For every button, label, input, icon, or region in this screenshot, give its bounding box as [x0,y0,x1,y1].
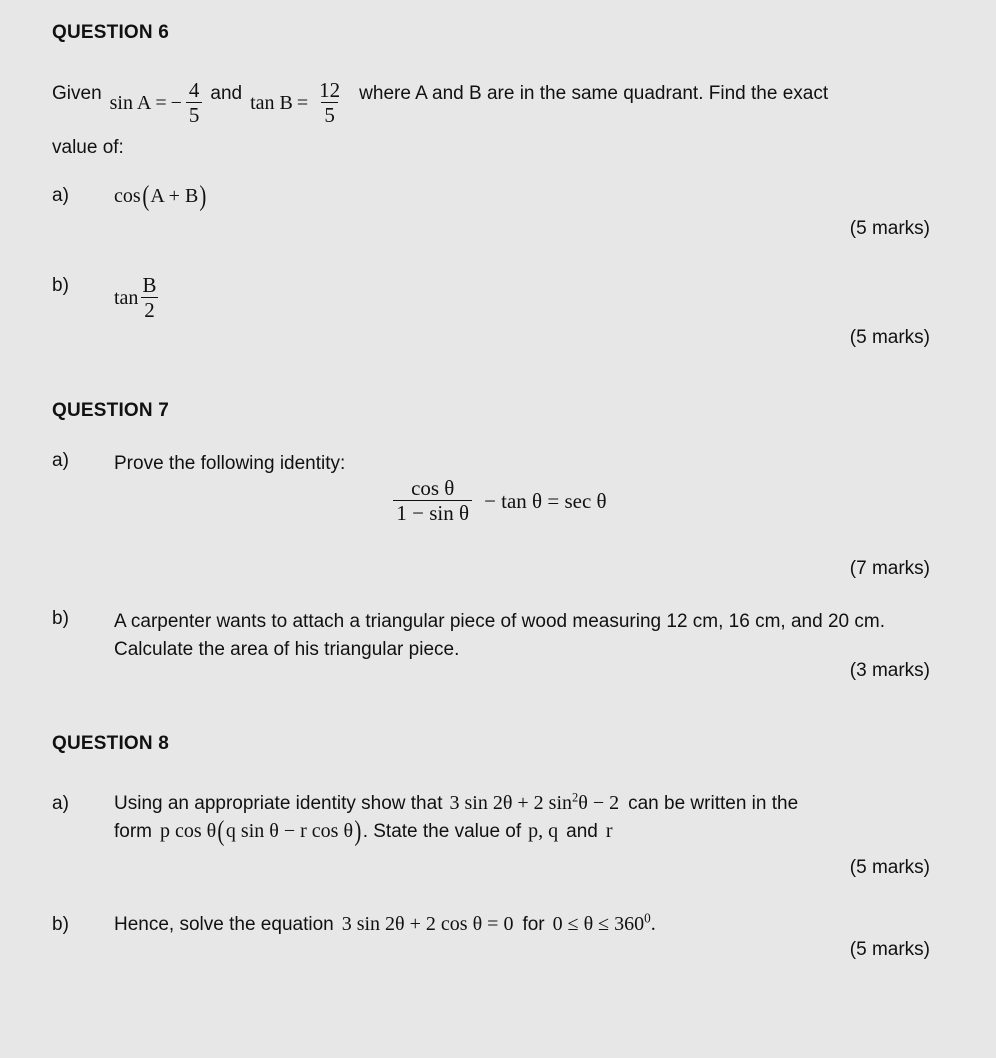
stem-sin-a-expression [110,80,207,127]
fraction-numerator: 12 [319,78,341,102]
cos-argument: A + B [150,185,199,207]
marks-q6b: (5 marks) [849,327,930,348]
can-be-written-text: can be written in the [628,793,799,814]
range-period: . [650,913,656,935]
question-6-heading: QUESTION 6 [52,22,170,43]
marks-q8b: (5 marks) [849,939,930,960]
fraction-twelve-fifths [316,79,343,126]
stem-value-of-label: value of: [52,137,124,158]
stem-quadrant-text: where A and B are in the same quadrant. Find the exact [359,83,829,104]
exponent-two: 2 [572,790,579,805]
identity-instruction-text: Using an appropriate identity show that [114,793,443,814]
fraction-numerator: cos θ [411,475,455,500]
fraction-b-over-two [139,274,159,321]
question-8-part-b [52,911,952,939]
cos-a-plus-b-expression [114,180,208,213]
fraction-numerator: B [142,273,157,297]
fraction-denominator: 5 [186,102,203,126]
question-6-stem-line2 [52,134,124,162]
question-8-part-a-line1 [52,790,952,818]
question-6-part-b [52,275,163,322]
prove-identity-text: Prove the following identity: [114,453,346,474]
question-7-part-a [52,450,345,478]
tan-half-b-expression [114,275,163,322]
carpenter-problem-text [114,608,942,663]
p-cos-theta-term: p cos θ [160,820,217,842]
stem-and-label: and [210,83,243,104]
equals-sign-2: = [296,92,309,115]
and-label: and [566,821,598,842]
for-label: for [522,914,545,935]
variables-p-q: p, q [528,820,559,842]
question-7-heading-row [52,400,169,422]
equation-expression: 3 sin 2θ + 2 cos θ = 0 [341,913,514,935]
carpenter-text-line1: A carpenter wants to attach a triangular piece of wood measuring 12 cm, 16 cm, and [114,611,823,632]
marks-q7b: (3 marks) [849,660,930,681]
range-expression: 0 ≤ θ ≤ 360 [552,913,645,935]
part-label-a: a) [52,185,69,206]
triple-sin-expression [449,792,619,815]
question-8-heading-row [52,733,169,755]
variable-r: r [605,820,613,842]
degree-superscript: 0 [644,910,651,926]
open-paren: ( [142,180,149,213]
question-8-part-a-line2 [114,815,974,848]
fraction-denominator: 5 [321,102,338,126]
marks-q7a: (7 marks) [849,558,930,579]
expression-part-b: θ − 2 [578,792,620,814]
part-label-b: b) [52,608,69,629]
question-6-part-a [52,180,208,213]
question-7-heading: QUESTION 7 [52,400,170,421]
form-label: form [114,821,152,842]
fraction-four-fifths [186,79,203,126]
carpenter-text-line2: 20 cm. Calculate the area of his triangular piece. [114,611,885,660]
close-paren: ) [199,180,207,213]
question-8-heading: QUESTION 8 [52,733,170,754]
identity-equation [0,475,996,525]
question-7-part-b [52,608,942,663]
equals-sign: = [155,92,167,115]
cos-function-label: cos [114,185,141,207]
question-6-heading-row [52,22,169,44]
fraction-cos-over-one-minus-sin [393,477,472,524]
open-paren: ( [217,815,225,848]
fraction-denominator: 1 − sin θ [393,500,472,524]
tan-b-term: tan B [250,92,293,115]
inner-expression: q sin θ − r cos θ [225,820,354,842]
part-label-a: a) [52,450,69,471]
question-6-stem-line1 [52,80,952,127]
part-label-a: a) [52,793,69,814]
stem-tan-b-expression [250,80,347,127]
minus-sign: − [170,92,182,115]
part-label-b: b) [52,275,69,296]
fraction-numerator: 4 [188,78,200,102]
state-value-text: . State the value of [362,821,522,842]
expression-part-a: 3 sin 2θ + 2 sin [449,792,573,814]
marks-q8a: (5 marks) [849,857,930,878]
identity-expression [389,475,607,525]
close-paren: ) [354,815,362,848]
tan-function-label: tan [114,287,139,310]
marks-q6a: (5 marks) [849,218,930,239]
fraction-denominator: 2 [141,297,158,321]
p-cos-form-expression [160,815,363,848]
part-label-b: b) [52,914,69,935]
theta-range [552,910,656,936]
hence-solve-text: Hence, solve the equation [114,914,334,935]
stem-given-label: Given [52,83,102,104]
sin-a-term: sin A [109,92,152,115]
identity-remainder: − tan θ = sec θ [484,489,607,514]
